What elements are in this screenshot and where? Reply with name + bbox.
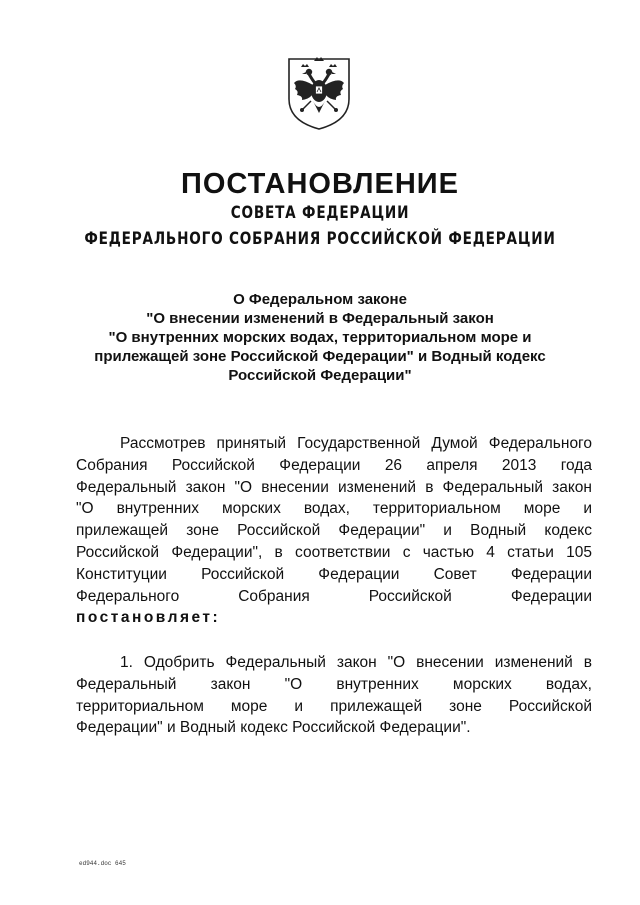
document-heading [60, 290, 580, 385]
paragraph-line: прилежащей зоне Российской Федерации" и Водный кодекс [76, 522, 592, 540]
paragraph-line: Рассмотрев принятый Государственной Думой Федерального [120, 435, 592, 452]
paragraph-line: 1. Одобрить Федеральный закон "О внесении изменений в [120, 654, 592, 671]
paragraph-item-1 [76, 652, 592, 739]
document-title: ПОСТАНОВЛЕНИЕ [181, 168, 459, 200]
paragraph-line: "О внутренних морских водах, территориальном море и [76, 500, 592, 518]
paragraph-line: Собрания Российской Федерации 26 апреля 2013 года [76, 456, 592, 474]
heading-line: Российской Федерации" [228, 367, 412, 384]
heading-line: О Федеральном законе [233, 291, 407, 308]
heading-line: прилежащей зоне Российской Федерации" и Водный кодекс [94, 348, 546, 365]
paragraph-line: Федерации" и Водный кодекс Российской Федерации". [76, 719, 471, 737]
paragraph-preamble [76, 433, 592, 629]
paragraph-line: Федерального Собрания Российской Федерации [76, 587, 592, 605]
heading-line: "О внутренних морских водах, территориальном море и [108, 329, 532, 346]
russian-coat-of-arms-icon [287, 55, 351, 131]
paragraph-line: территориальном море и прилежащей зоне Российской [76, 697, 592, 715]
document-subtitle-council: СОВЕТА ФЕДЕРАЦИИ [230, 203, 410, 223]
paragraph-line: Федеральный закон "О внутренних морских водах, [76, 675, 592, 693]
heading-line: "О внесении изменений в Федеральный закон [146, 310, 494, 327]
paragraph-line: Федеральный закон "О внесении изменений в Федеральный закон [76, 478, 592, 496]
document-subtitle-assembly: ФЕДЕРАЛЬНОГО СОБРАНИЯ РОССИЙСКОЙ ФЕДЕРАЦИИ [84, 229, 556, 249]
document-code: ed944.doc 645 [79, 860, 126, 867]
paragraph-line: Российской Федерации", в соответствии с частью 4 статьи 105 [76, 543, 592, 561]
paragraph-line: Конституции Российской Федерации Совет Федерации [76, 565, 592, 583]
resolves-word: постановляет: [76, 609, 221, 627]
